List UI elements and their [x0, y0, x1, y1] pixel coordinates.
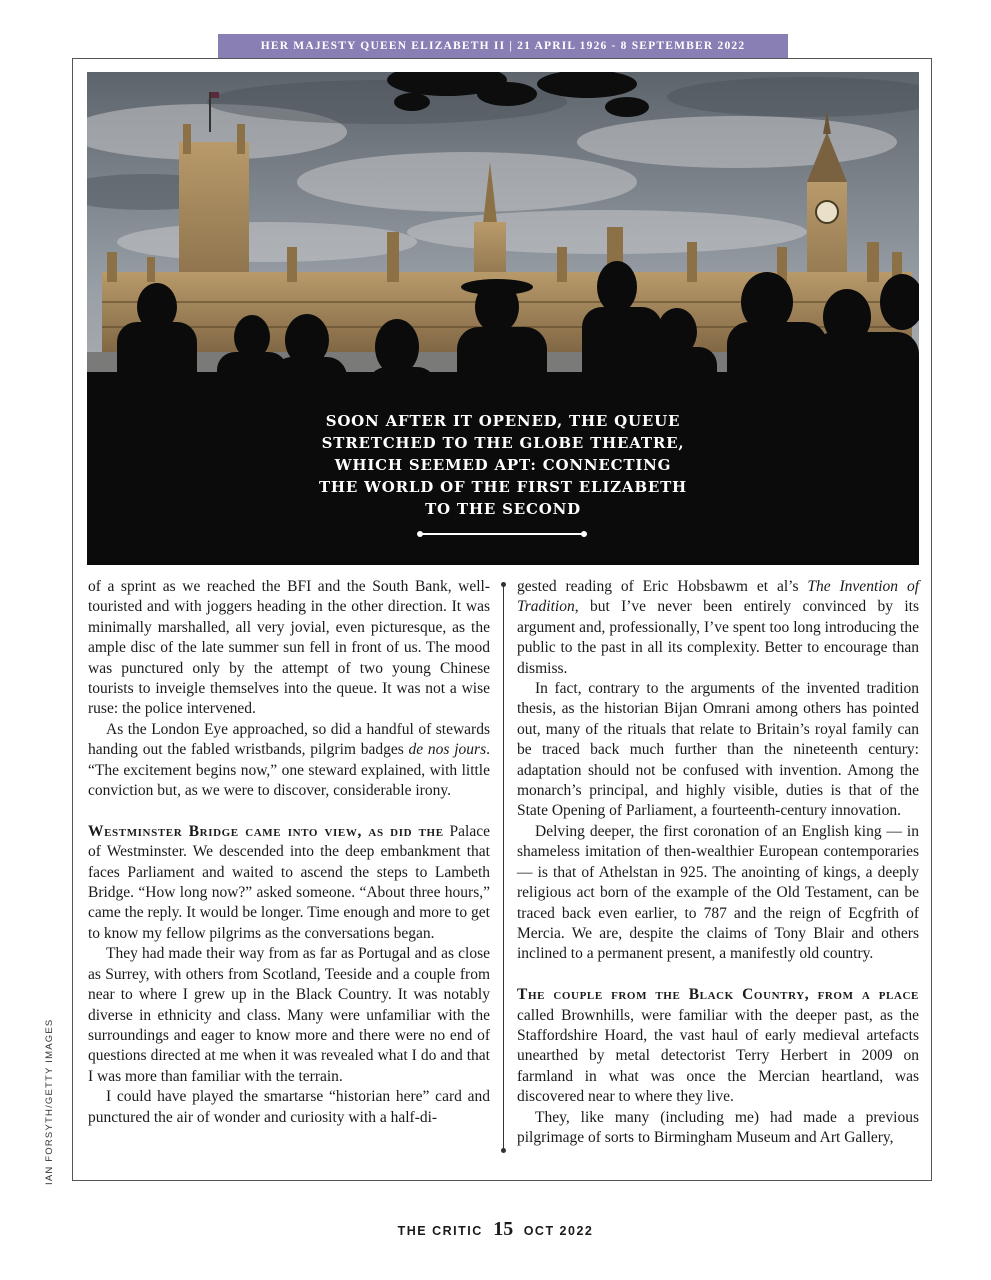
- caption-line: TO THE SECOND: [425, 500, 581, 518]
- paragraph: Westminster Bridge came into view, as did the Palace of Westminster. We descended into the deep embankment that faces Parliament and waited to ascend the steps to Lambeth Bridge. “How long now?” asked someone. “About three hours,” came the reply. It would be longer. Time enough and more to get to know my fellow pilgrims as the conversations began.: [88, 822, 490, 942]
- column-divider: [503, 584, 504, 1151]
- caption-line: SOON AFTER IT OPENED, THE QUEUE: [325, 412, 681, 430]
- caption-divider: [420, 533, 584, 535]
- section-lead-in: Westminster Bridge came into view, as did the: [88, 822, 444, 840]
- article-column-left: [88, 577, 490, 1128]
- caption-line: STRETCHED TO THE GLOBE THEATRE,: [321, 434, 685, 452]
- article-column-right: [517, 577, 919, 1148]
- paragraph: They, like many (including me) had made a previous pilgrimage of sorts to Birmingham Museum and Art Gallery,: [517, 1108, 919, 1146]
- paragraph: As the London Eye approached, so did a handful of stewards handing out the fabled wristbands, pilgrim badges de nos jours. “The excitement begins now,” one steward explained, with little conviction but, as we were to discover, considerable irony.: [88, 720, 490, 800]
- issue-date: OCT 2022: [523, 1224, 594, 1238]
- section-banner: HER MAJESTY QUEEN ELIZABETH II | 21 APRIL 1926 - 8 SEPTEMBER 2022: [218, 34, 788, 58]
- paragraph: Delving deeper, the first coronation of an English king — in shameless imitation of then-wealthier European contemporaries — is that of Athelstan in 925. The anointing of kings, a deeply religious act born of the example of the Old Testament, can be traced back even earlier, to 787 and the reign of Ecgfrith of Mercia. We are, despite the claims of Tony Blair and others inclined to a permanent present, a manifestly old country.: [517, 822, 919, 963]
- paragraph: In fact, contrary to the arguments of the invented tradition thesis, as the historian Bijan Omrani among others has pointed out, many of the rituals that relate to Britain’s royal family can be traced back much further than the nineteenth century: adaptation should not be confused with invention. Among the monarch’s principal, and highly visible, duties is that of the State Opening of Parliament, a fourteenth-century innovation.: [517, 680, 919, 820]
- caption-line: WHICH SEEMED APT: CONNECTING: [334, 456, 672, 474]
- paragraph: I could have played the smartarse “historian here” card and punctured the air of wonder and curiosity with a half-di-: [88, 1088, 490, 1126]
- paragraph: They had made their way from as far as Portugal and as close as Surrey, with others from Scotland, Teeside and a couple from near to where I grew up in the Black Country. It was notably diverse in ethnicity and class. Many were unfamiliar with the surroundings and eager to know more and there were no end of questions directed at me when it was revealed what I do and that I was more than familiar with the terrain.: [88, 945, 490, 1085]
- magazine-name: THE CRITIC: [397, 1224, 483, 1238]
- photo-credit: IAN FORSYTH/GETTY IMAGES: [44, 1018, 55, 1185]
- paragraph: The couple from the Black Country, from a place called Brownhills, were familiar with the deeper past, as the Staffordshire Hoard, the vast haul of early medieval artefacts unearthed by metal detectorist Terry Herbert in 2009 on farmland in what was once the Mercian heartland, was discovered near to where they live.: [517, 986, 919, 1106]
- photo-caption: [87, 410, 919, 520]
- paragraph: of a sprint as we reached the BFI and the South Bank, well-touristed and with joggers heading in the other direction. It was minimally marshalled, all very jovial, even picturesque, as the ample disc of the late summer sun fell in front of us. The mood was punctured only by the attempt of two young Chinese tourists to inveigle themselves into the queue. It was not a wise ruse: the police intervened.: [88, 578, 490, 718]
- page-footer: [0, 1218, 991, 1241]
- hero-photo: [87, 72, 919, 565]
- caption-line: THE WORLD OF THE FIRST ELIZABETH: [318, 478, 688, 496]
- section-lead-in: The couple from the Black Country, from a place: [517, 986, 919, 1004]
- page-number: 15: [493, 1218, 514, 1240]
- paragraph: gested reading of Eric Hobsbawm et al’s The Invention of Tradition, but I’ve never been entirely convinced by its argument and, professionally, I’ve spent too long introducing the public to the past in all its complexity. Better to encourage than dismiss.: [517, 578, 919, 677]
